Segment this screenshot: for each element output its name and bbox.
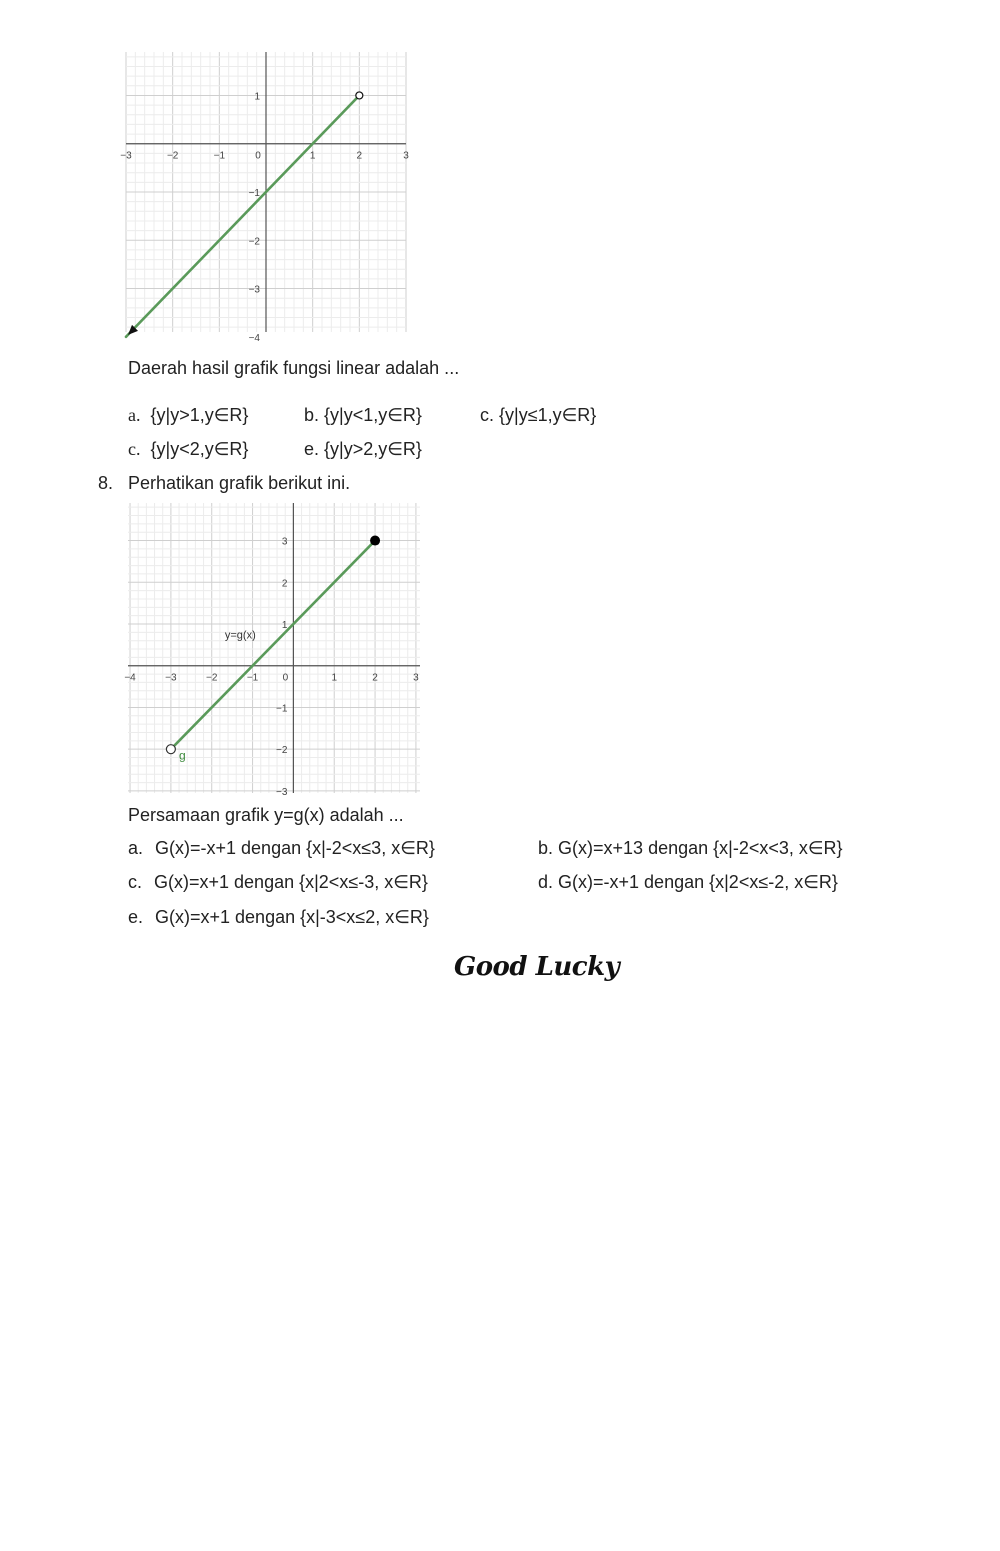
q7-option-e-text: e. {y|y>2,y∈R}	[304, 439, 422, 459]
x-tick-label: −4	[124, 672, 136, 684]
x-tick-label: −2	[166, 150, 179, 162]
x-tick-label: 0	[282, 672, 289, 684]
y-tick-label: 3	[281, 536, 288, 548]
x-tick-label: 1	[309, 150, 316, 162]
x-tick-label: −3	[165, 672, 177, 684]
q7-option-a-text: {y|y>1,y∈R}	[150, 405, 249, 425]
y-tick-label: 1	[281, 620, 288, 632]
q8-option-e[interactable]	[128, 906, 429, 928]
q7-option-a-letter: a.	[128, 405, 141, 425]
y-tick-label: 2	[281, 578, 288, 590]
closed-endpoint	[370, 536, 380, 546]
q7-option-a[interactable]	[128, 404, 248, 426]
x-tick-label: 3	[413, 672, 419, 684]
question-8-prompt: Persamaan grafik y=g(x) adalah ...	[128, 805, 404, 825]
q8-option-d[interactable]	[538, 871, 838, 893]
x-tick-label: 1	[331, 672, 338, 684]
open-endpoint	[356, 92, 363, 99]
function-line	[171, 541, 375, 750]
function-line	[126, 95, 359, 336]
x-tick-label: −3	[120, 150, 132, 162]
q8-option-b[interactable]	[538, 837, 843, 859]
q7-option-c2[interactable]	[128, 438, 248, 460]
y-tick-label: −1	[248, 188, 260, 199]
x-tick-label: −1	[213, 150, 226, 162]
q8-option-c[interactable]	[128, 871, 428, 893]
closing-text: Good Lucky	[454, 952, 620, 982]
q8-option-c-letter: c.	[128, 872, 143, 892]
x-tick-label: 2	[356, 150, 363, 162]
open-endpoint	[166, 745, 175, 754]
question-8-intro: Perhatikan grafik berikut ini.	[128, 473, 351, 493]
q7-option-e[interactable]	[304, 438, 422, 460]
y-tick-label: −1	[275, 703, 288, 715]
q7-option-c-text: c. {y|y≤1,y∈R}	[480, 405, 597, 425]
q7-option-c2-letter: c.	[128, 439, 141, 459]
x-tick-label: 2	[372, 672, 378, 684]
point-label: g	[179, 748, 186, 763]
y-tick-label: 1	[254, 91, 260, 103]
y-tick-label: −2	[275, 745, 288, 757]
q7-option-c2-text: {y|y<2,y∈R}	[150, 439, 249, 459]
q8-option-b-letter: b.	[538, 838, 554, 858]
q7-option-b[interactable]	[304, 404, 422, 426]
x-tick-label: 3	[403, 150, 409, 162]
y-tick-label: −3	[248, 284, 260, 296]
question-8-number: 8.	[98, 473, 114, 493]
y-tick-label: −4	[248, 332, 260, 344]
q8-option-d-text: G(x)=-x+1 dengan {x|2<x≤-2, x∈R}	[558, 872, 838, 892]
q7-option-b-text: b. {y|y<1,y∈R}	[304, 405, 422, 425]
q8-option-e-text: G(x)=x+1 dengan {x|-3<x≤2, x∈R}	[155, 907, 429, 927]
question-7-prompt: Daerah hasil grafik fungsi linear adalah ...	[128, 358, 460, 378]
graph-question-8	[124, 503, 420, 798]
y-tick-label: −3	[275, 786, 288, 798]
x-tick-label: 0	[255, 150, 261, 162]
q8-option-a[interactable]	[128, 837, 435, 859]
graph-8-svg	[124, 503, 420, 798]
q8-option-e-letter: e.	[128, 907, 144, 927]
function-label: y=g(x)	[224, 629, 256, 642]
x-tick-label: −2	[206, 672, 218, 684]
q8-option-a-letter: a.	[128, 838, 144, 858]
q8-option-b-text: G(x)=x+13 dengan {x|-2<x<3, x∈R}	[558, 838, 843, 858]
x-tick-label: −1	[246, 672, 259, 684]
q7-option-c[interactable]	[480, 404, 596, 426]
graph-question-7	[120, 52, 409, 344]
q8-option-d-letter: d.	[538, 872, 554, 892]
q8-option-a-text: G(x)=-x+1 dengan {x|-2<x≤3, x∈R}	[155, 838, 435, 858]
y-tick-label: −2	[248, 236, 260, 248]
graph-7-svg	[120, 52, 409, 344]
q8-option-c-text: G(x)=x+1 dengan {x|2<x≤-3, x∈R}	[154, 872, 428, 892]
